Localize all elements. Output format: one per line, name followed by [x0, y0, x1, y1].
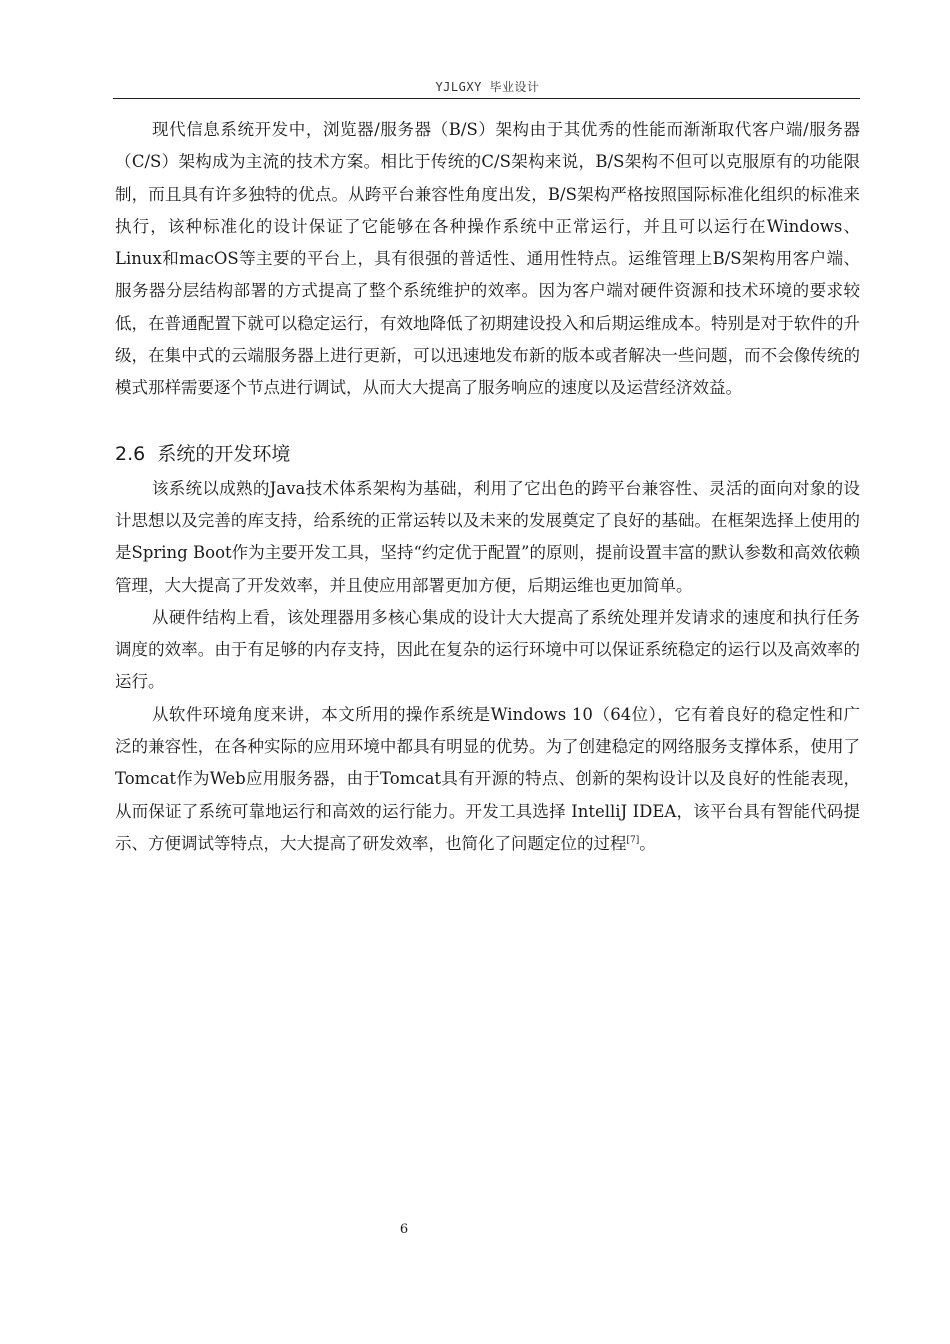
section-heading [115, 439, 860, 469]
body-paragraph [115, 699, 860, 860]
intro-paragraph: 现代信息系统开发中，浏览器/服务器（B/S）架构由于其优秀的性能而渐渐取代客户端/服务器（C/S）架构成为主流的技术方案。相比于传统的C/S架构来说，B/S架构不但可以克服原有的功能限制，而且具有许多独特的优点。从跨平台兼容性角度出发，B/S架构严格按照国际标准化组织的标准来执行，该种标准化的设计保证了它能够在各种操作系统中正常运行，并且可以运行在Windows、Linux和macOS等主要的平台上，具有很强的普适性、通用性特点。运维管理上B/S架构用客户端、服务器分层结构部署的方式提高了整个系统维护的效率。因为客户端对硬件资源和技术环境的要求较低，在普通配置下就可以稳定运行，有效地降低了初期建设投入和后期运维成本。特别是对于软件的升级，在集中式的云端服务器上进行更新，可以迅速地发布新的版本或者解决一些问题，而不会像传统的模式那样需要逐个节点进行调试，从而大大提高了服务响应的速度以及运营经济效益。 [115, 120, 860, 398]
paragraph-text: 从软件环境角度来讲，本文所用的操作系统是Windows 10（64位），它有着良好的稳定性和广泛的兼容性，在各种实际的应用环境中都具有明显的优势。为了创建稳定的网络服务支撑体系，使用了Tomcat作为Web应用服务器，由于Tomcat具有开源的特点、创新的架构设计以及良好的性能表现，从而保证了系统可靠地运行和高效的运行能力。开发工具选择 IntelliJ IDEA，该平台具有智能代码提示、方便调试等特点，大大提高了研发效率，也简化了问题定位的过程 [115, 704, 860, 853]
page-header: YJLGXY 毕业设计 [435, 80, 540, 94]
page-number: 6 [399, 1222, 409, 1237]
body-paragraph: 该系统以成熟的Java技术体系架构为基础，利用了它出色的跨平台兼容性、灵活的面向对象的设计思想以及完善的库支持，给系统的正常运转以及未来的发展奠定了良好的基础。在框架选择上使用的是Spring Boot作为主要开发工具，坚持“约定优于配置”的原则，提前设置丰富的默认参数和高效依赖管理，大大提高了开发效率，并且使应用部署更加方便，后期运维也更加简单。 [115, 478, 860, 595]
body-paragraph: 从硬件结构上看，该处理器用多核心集成的设计大大提高了系统处理并发请求的速度和执行任务调度的效率。由于有足够的内存支持，因此在复杂的运行环境中可以保证系统稳定的运行以及高效率的运行。 [115, 607, 860, 692]
section-number: 2.6 [115, 442, 146, 465]
header-divider [113, 98, 860, 99]
citation-reference: [7] [626, 835, 640, 846]
page-body [115, 114, 860, 860]
closing-punctuation: 。 [639, 833, 656, 853]
section-title: 系统的开发环境 [157, 442, 291, 465]
